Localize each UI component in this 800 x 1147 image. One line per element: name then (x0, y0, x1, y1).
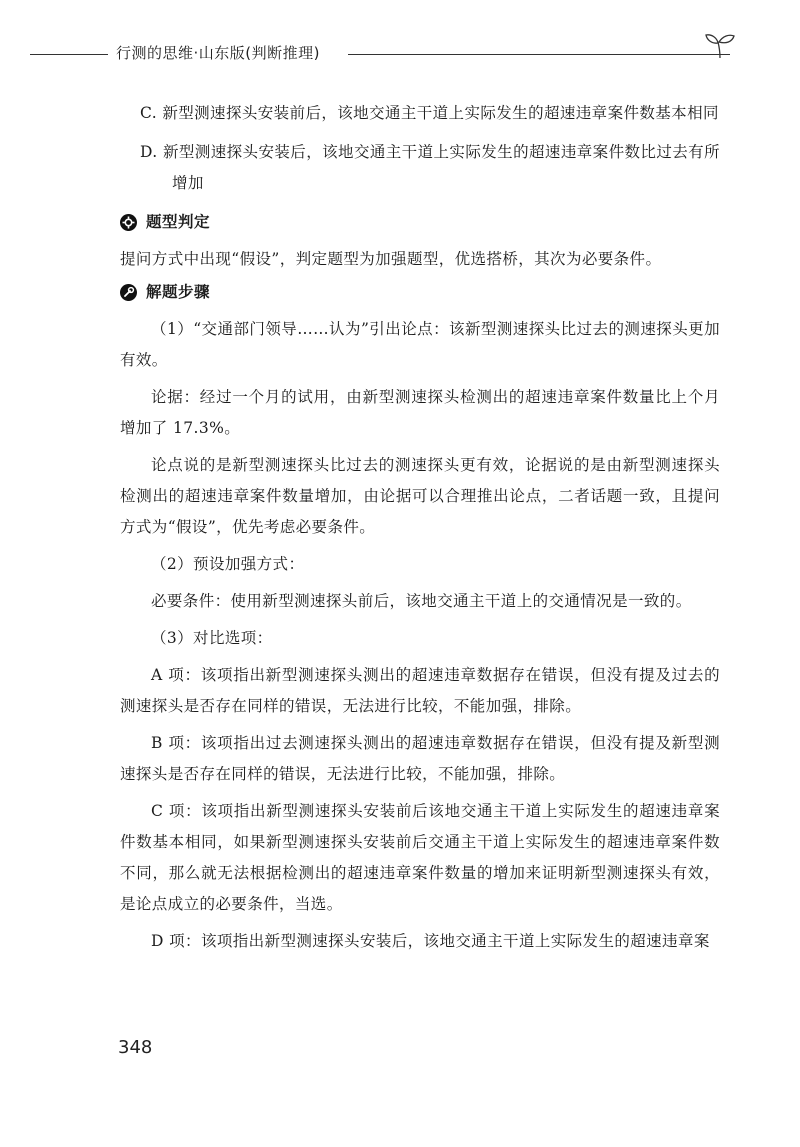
header-rule-right (348, 54, 730, 55)
running-header (30, 38, 765, 68)
option-c-analysis: C 项：该项指出新型测速探头安装前后该地交通主干道上实际发生的超速违章案件数基本相同，如果新型测速探头安装前后交通主干道上实际发生的超速违章案件数不同，那么就无法根据检测出的超速违章案件数量的增加来证明新型测速探头有效，是论点成立的必要条件，当选。 (120, 802, 720, 913)
wrench-icon (120, 284, 137, 301)
sprout-icon (702, 32, 738, 60)
section-type-judgment (120, 207, 720, 238)
step-3-title: （3）对比选项： (151, 629, 273, 647)
step-1-analysis: 论点说的是新型测速探头比过去的测速探头更有效，论据说的是由新型测速探头检测出的超速违章案件数量增加，由论据可以合理推出论点，二者话题一致，且提问方式为“假设”，优先考虑必要条件。 (120, 456, 720, 536)
option-c: C. 新型测速探头安装前后，该地交通主干道上实际发生的超速违章案件数基本相同 (140, 104, 719, 122)
step-1-evidence: 论据：经过一个月的试用，由新型测速探头检测出的超速违章案件数量比上个月增加了 17.3%。 (120, 388, 720, 437)
section-title-text: 题型判定 (146, 213, 211, 231)
option-d: D. 新型测速探头安装后，该地交通主干道上实际发生的超速违章案件数比过去有所增加 (140, 143, 720, 192)
section-solution-steps (120, 277, 720, 308)
page-number: 348 (118, 1037, 153, 1058)
header-rule-left (30, 54, 108, 55)
gear-icon (120, 214, 137, 231)
type-judgment-text: 提问方式中出现“假设”，判定题型为加强题型，优选搭桥，其次为必要条件。 (120, 250, 662, 268)
page-content (120, 98, 720, 957)
option-d-analysis: D 项：该项指出新型测速探头安装后，该地交通主干道上实际发生的超速违章案 (151, 932, 710, 950)
step-2-title: （2）预设加强方式： (151, 555, 305, 573)
step-2-necessary-condition: 必要条件：使用新型测速探头前后，该地交通主干道上的交通情况是一致的。 (151, 592, 692, 610)
step-1-claim: （1）“交通部门领导……认为”引出论点：该新型测速探头比过去的测速探头更加有效。 (120, 320, 720, 369)
header-title: 行测的思维·山东版(判断推理) (116, 44, 320, 62)
option-b-analysis: B 项：该项指出过去测速探头测出的超速违章数据存在错误，但没有提及新型测速探头是否存在同样的错误，无法进行比较，不能加强，排除。 (120, 734, 720, 783)
option-a-analysis: A 项：该项指出新型测速探头测出的超速违章数据存在错误，但没有提及过去的测速探头是否存在同样的错误，无法进行比较，不能加强，排除。 (120, 666, 720, 715)
section-title-text: 解题步骤 (146, 283, 211, 301)
